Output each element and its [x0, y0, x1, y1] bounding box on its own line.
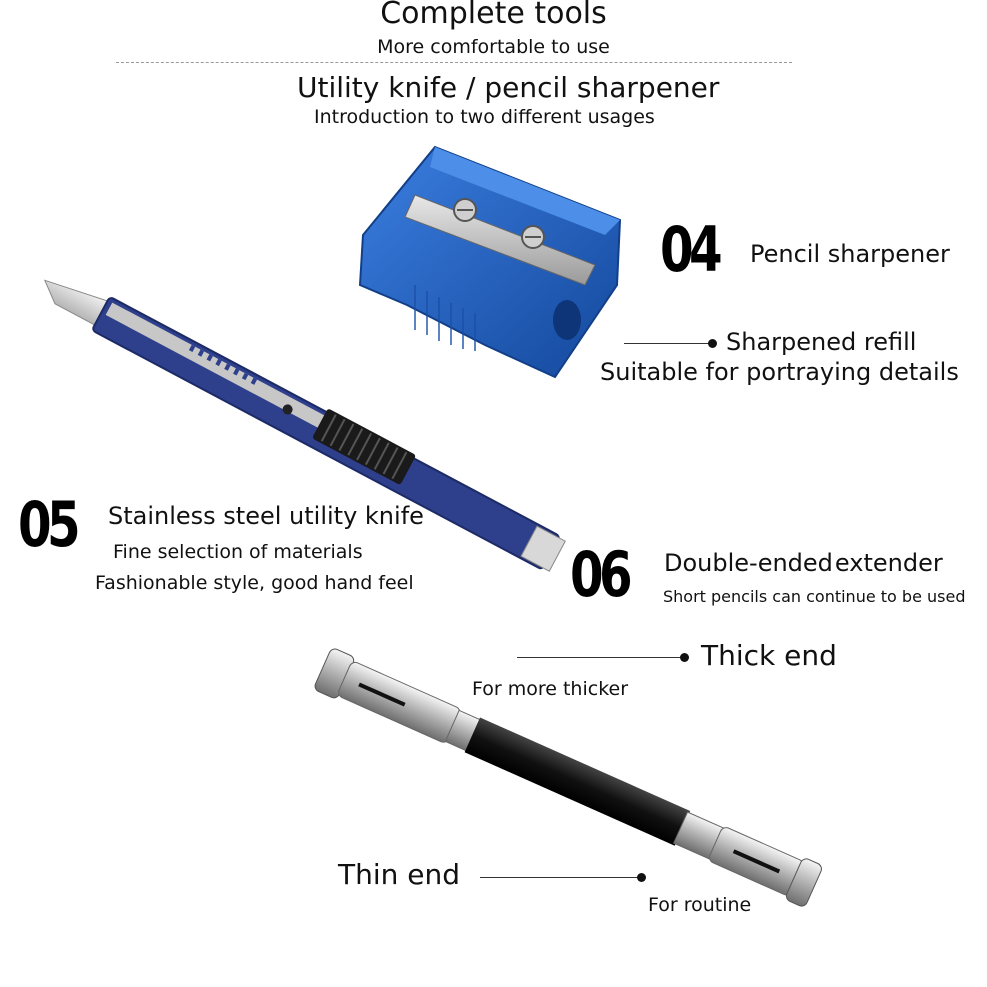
section-subtitle: Introduction to two different usages [314, 106, 655, 128]
thin-end-note: For routine [648, 894, 752, 916]
sharpener-label: Pencil sharpener [750, 240, 950, 268]
section-title: Utility knife / pencil sharpener [297, 71, 720, 104]
extender-label [664, 549, 943, 577]
sharpener-note: Suitable for portraying details [600, 358, 959, 386]
thick-end-note: For more thicker [472, 678, 629, 700]
sharpener-leader-dot [708, 339, 717, 348]
knife-feature-2: Fashionable style, good hand feel [95, 572, 414, 594]
extender-subtitle: Short pencils can continue to be used [663, 587, 966, 606]
page-subtitle: More comfortable to use [377, 36, 610, 58]
sharpener-callout: Sharpened refill [726, 328, 917, 356]
dashed-divider [116, 62, 792, 63]
sharpener-leader-line [624, 343, 712, 344]
thick-end-label: Thick end [701, 639, 837, 672]
item-number-06: 06 [570, 538, 628, 611]
item-number-05: 05 [18, 488, 76, 561]
thin-end-leader-dot [637, 873, 646, 882]
thin-end-leader-line [480, 877, 638, 878]
knife-label: Stainless steel utility knife [108, 502, 424, 530]
item-number-04: 04 [660, 213, 718, 286]
knife-feature-1: Fine selection of materials [113, 541, 363, 563]
extender-label-part1: Double-ended [664, 549, 833, 577]
page-title: Complete tools [380, 0, 607, 31]
thin-end-label: Thin end [338, 858, 461, 891]
extender-label-part2: extender [834, 549, 943, 577]
